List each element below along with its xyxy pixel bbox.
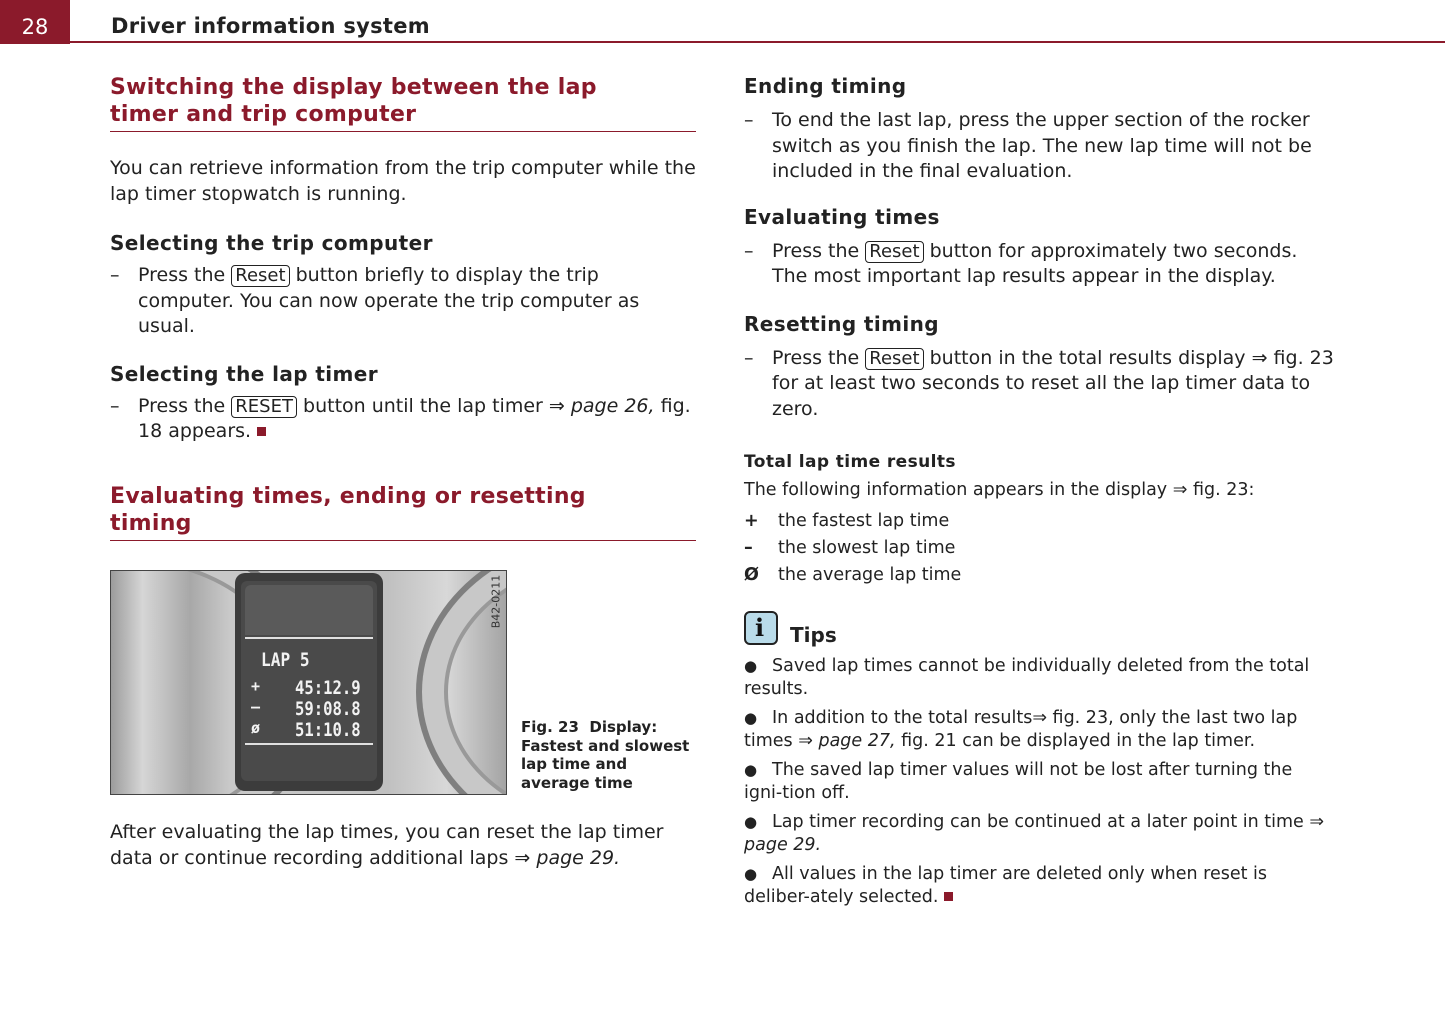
tip-text: fig. 21 can be displayed in the lap timer. bbox=[901, 730, 1256, 751]
right-column bbox=[744, 74, 1334, 915]
step-text: fig. 18 appears. bbox=[138, 394, 691, 442]
bullet: ● bbox=[744, 708, 758, 727]
list-symbol: – bbox=[744, 537, 753, 558]
lcd-lap-label: LAP 5 bbox=[261, 649, 310, 671]
tip-text: The saved lap timer values will not be lost after turning the igni-tion off. bbox=[744, 759, 1293, 803]
header-title: Driver information system bbox=[111, 14, 430, 38]
tip-item bbox=[744, 811, 1329, 857]
tip-item bbox=[744, 655, 1329, 701]
lcd-symbol: ø bbox=[251, 719, 261, 737]
list-item bbox=[744, 508, 1334, 535]
total-results-list bbox=[744, 508, 1334, 589]
step-resetting bbox=[744, 346, 1334, 423]
header-rule bbox=[70, 41, 1445, 43]
step-text: button for approximately two seconds. The most important lap results appear in the display. bbox=[772, 239, 1298, 287]
lcd-value: 59:08.8 bbox=[295, 698, 361, 720]
info-icon: i bbox=[744, 611, 778, 645]
after-figure-text bbox=[110, 820, 700, 871]
figure-caption bbox=[521, 718, 696, 792]
reset-key: Reset bbox=[865, 348, 923, 370]
tip-item bbox=[744, 863, 1329, 909]
step-evaluating bbox=[744, 239, 1334, 290]
reset-key: RESET bbox=[231, 396, 297, 418]
step-text: Press the bbox=[138, 394, 226, 417]
dash-marker: – bbox=[110, 394, 120, 417]
section-rule bbox=[110, 131, 696, 132]
lcd-symbol: + bbox=[251, 677, 261, 695]
dash-marker: – bbox=[110, 264, 120, 286]
tip-text: Saved lap times cannot be individually deleted from the total results. bbox=[744, 655, 1310, 699]
lcd-symbol: – bbox=[251, 698, 261, 716]
subtitle-lap-timer: Selecting the lap timer bbox=[110, 361, 379, 386]
total-intro: The following information appears in the display ⇒ fig. 23: bbox=[744, 480, 1255, 500]
lcd-content bbox=[241, 581, 377, 781]
step-text: button until the lap timer bbox=[303, 394, 543, 417]
bullet: ● bbox=[744, 760, 758, 779]
bullet: ● bbox=[744, 812, 758, 831]
figure-code bbox=[489, 573, 505, 633]
tip-item bbox=[744, 759, 1329, 805]
step-text: Press the bbox=[138, 264, 226, 286]
page-ref-link[interactable]: page 29. bbox=[744, 834, 822, 855]
dash-marker: – bbox=[744, 109, 754, 131]
display-figure bbox=[110, 570, 507, 795]
caption-text: Display: Fastest and slowest lap time and average time bbox=[521, 718, 690, 792]
subtitle-trip-computer: Selecting the trip computer bbox=[110, 231, 433, 255]
end-marker bbox=[944, 892, 953, 901]
caption-label: Fig. 23 bbox=[521, 718, 579, 736]
lcd-value: 51:10.8 bbox=[295, 719, 361, 741]
page-number: 28 bbox=[0, 0, 70, 44]
step-text: To end the last lap, press the upper section of the rocker switch as you finish the lap. The new lap time will not be included in the final evaluation. bbox=[772, 109, 1312, 182]
section-title-switching: Switching the display between the lap timer and trip computer bbox=[110, 75, 597, 127]
tips-header bbox=[744, 611, 1334, 651]
step-trip-computer bbox=[110, 263, 696, 340]
section-title-evaluating: Evaluating times, ending or resetting timing bbox=[110, 483, 586, 536]
list-text: the average lap time bbox=[778, 564, 962, 585]
page-ref-link[interactable]: ⇒ page 29. bbox=[514, 846, 621, 869]
page-header bbox=[0, 0, 1445, 44]
step-text: button in the total results display ⇒ fig. 23 for at least two seconds to reset all the lap timer data to zero. bbox=[772, 346, 1334, 420]
dash-marker: – bbox=[744, 239, 754, 262]
page-ref-link[interactable]: page 27, bbox=[818, 730, 896, 751]
subtitle-resetting-timing: Resetting timing bbox=[744, 311, 939, 336]
tips-title: Tips bbox=[790, 622, 837, 647]
step-text: button briefly to display the trip computer. You can now operate the trip computer as usual. bbox=[138, 264, 640, 337]
tips-list bbox=[744, 655, 1329, 909]
reset-key: Reset bbox=[231, 265, 289, 287]
driver-display bbox=[241, 581, 377, 781]
subtitle-ending-timing: Ending timing bbox=[744, 74, 907, 98]
tip-text: All values in the lap timer are deleted only when reset is deliber-ately selected. bbox=[744, 863, 1268, 907]
step-text: Press the bbox=[772, 346, 860, 369]
list-text: the slowest lap time bbox=[778, 537, 956, 558]
tip-text: In addition to the total results⇒ fig. 23, only the last two lap times ⇒ bbox=[744, 707, 1298, 751]
list-item bbox=[744, 562, 1334, 589]
lcd-value: 45:12.9 bbox=[295, 677, 361, 699]
end-marker bbox=[257, 427, 266, 436]
figure-code-text: B42-0211 bbox=[489, 574, 503, 629]
list-symbol: Ø bbox=[744, 564, 759, 585]
step-ending bbox=[744, 108, 1334, 185]
list-symbol: + bbox=[744, 510, 759, 531]
list-text: the fastest lap time bbox=[778, 510, 950, 531]
left-column bbox=[110, 74, 696, 541]
tip-item bbox=[744, 707, 1329, 753]
reset-key: Reset bbox=[865, 241, 923, 263]
intro-text: You can retrieve information from the trip computer while the lap timer stopwatch is running. bbox=[110, 157, 696, 205]
step-lap-timer bbox=[110, 394, 696, 445]
bullet: ● bbox=[744, 864, 758, 883]
tip-text: Lap timer recording can be continued at a later point in time ⇒ bbox=[772, 811, 1325, 832]
section-rule bbox=[110, 540, 696, 541]
step-text: Press the bbox=[772, 239, 860, 262]
dash-marker: – bbox=[744, 346, 754, 369]
body-text: After evaluating the lap times, you can reset the lap timer data or continue recording additional laps bbox=[110, 821, 664, 869]
bullet: ● bbox=[744, 656, 758, 675]
instrument-cluster bbox=[235, 573, 383, 791]
list-item bbox=[744, 535, 1334, 562]
subtitle-evaluating-times: Evaluating times bbox=[744, 204, 940, 229]
subtitle-total-results: Total lap time results bbox=[744, 452, 956, 472]
page-ref-link[interactable]: ⇒ page 26, bbox=[548, 394, 655, 417]
